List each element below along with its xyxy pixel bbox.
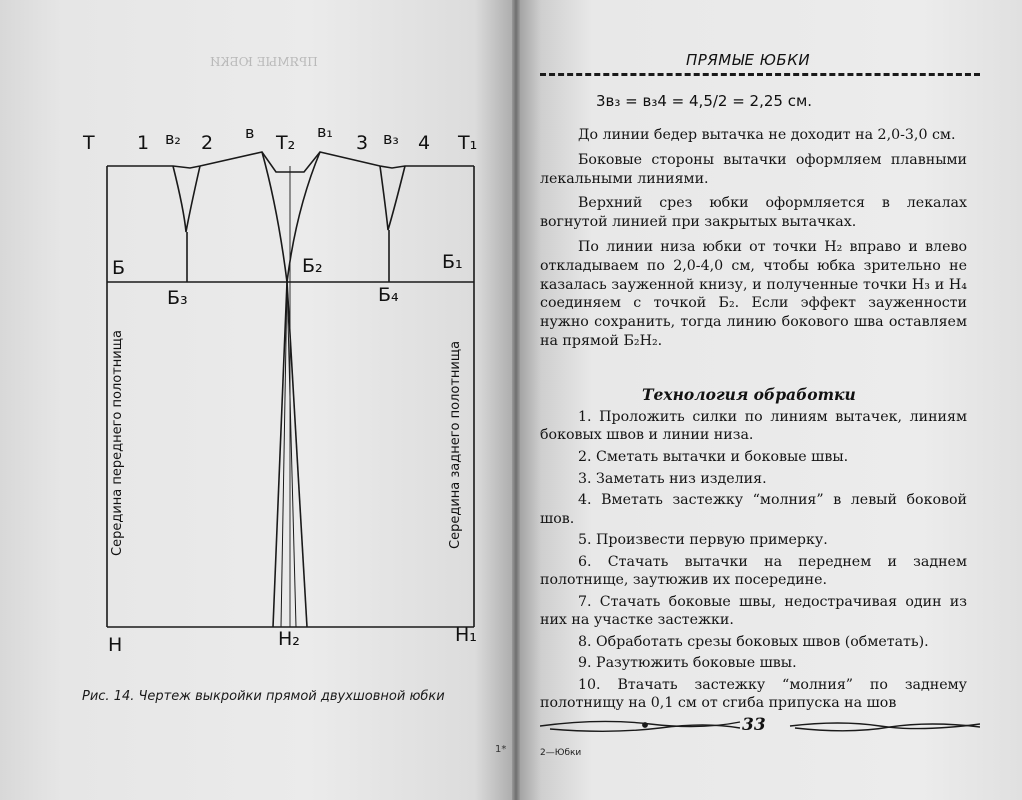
front-center-label: Середина переднего полотнища xyxy=(110,330,125,556)
step-item: 1. Проложить силки по линиям вытачек, линиям боковых швов и линии низа. xyxy=(540,409,967,444)
point-H2: Н₂ xyxy=(278,628,300,650)
paragraph: До линии бедер вытачка не доходит на 2,0-3,0 см. xyxy=(578,127,956,143)
point-B: Б xyxy=(112,257,126,279)
point-4: 4 xyxy=(418,132,431,154)
paragraph: Верхний срез юбки оформляется в лекалах вогнутой линией при закрытых вытачках. xyxy=(540,195,967,231)
side-seam-front xyxy=(273,282,287,627)
point-T2: Т₂ xyxy=(276,132,296,154)
section-title: Технология обработки xyxy=(642,385,856,404)
point-H1: Н₁ xyxy=(455,624,477,646)
body-text xyxy=(540,126,967,357)
point-v1: в₁ xyxy=(317,122,333,141)
step-item: 10. Втачать застежку “молния” по заднему полотнищу на 0,1 см от сгиба припуска на шов xyxy=(540,677,967,712)
point-T: Т xyxy=(83,132,95,154)
step-item: 2. Сметать вытачки и боковые швы. xyxy=(578,448,849,465)
bleed-through-text: ПРЯМЫЕ ЮБКИ xyxy=(210,55,318,69)
paragraph: По линии низа юбки от точки Н₂ вправо и влево откладываем по 2,0-4,0 см, чтобы юбка зрительно не казалась зауженной книзу, и полученные точки Н₃ и Н₄ соединяем с точкой Б₂. Если эффект зауженности нужно сохранить, тогда линию бокового шва оставляем на прямой Б₂Н₂. xyxy=(540,238,967,349)
formula: 3в₃ = в₃4 = 4,5/2 = 2,25 см. xyxy=(596,92,813,110)
running-head: ПРЯМЫЕ ЮБКИ xyxy=(686,51,811,69)
steps-list xyxy=(540,408,967,716)
step-item: 6. Стачать вытачки на переднем и заднем полотнище, заутюжив их посередине. xyxy=(540,553,967,589)
point-B3: Б₃ xyxy=(167,287,188,309)
figure-caption: Рис. 14. Чертеж выкройки прямой двухшовной юбки xyxy=(82,689,445,704)
step-item: 4. Вметать застежку “молния” в левый боковой шов. xyxy=(540,492,967,527)
back-dart xyxy=(380,166,405,230)
front-dart xyxy=(173,166,200,232)
point-v2: в₂ xyxy=(165,129,181,148)
point-v3: в₃ xyxy=(383,129,399,148)
point-B4: Б₄ xyxy=(378,284,399,306)
step-item: 5. Произвести первую примерку. xyxy=(578,532,828,549)
step-item: 3. Заметать низ изделия. xyxy=(578,470,767,487)
step-item: 7. Стачать боковые швы, недострачивая один из них на участке застежки. xyxy=(540,593,967,629)
point-H: Н xyxy=(108,634,123,656)
page-number: 33 xyxy=(742,715,766,735)
header-rule xyxy=(540,73,980,76)
point-T1: Т₁ xyxy=(458,132,478,154)
step-item: 8. Обработать срезы боковых швов (обметать). xyxy=(578,633,929,650)
paragraph: Боковые стороны вытачки оформляем плавными лекальными линиями. xyxy=(540,151,967,187)
point-v: в xyxy=(245,123,255,142)
point-3: 3 xyxy=(356,132,369,154)
point-1: 1 xyxy=(137,132,150,154)
step-item: 9. Разутюжить боковые швы. xyxy=(578,655,797,672)
point-B2: Б₂ xyxy=(302,255,323,277)
point-B1: Б₁ xyxy=(442,251,463,273)
right-page xyxy=(516,0,1022,800)
book-gutter xyxy=(512,0,520,800)
waist-line xyxy=(107,152,474,172)
point-2: 2 xyxy=(201,132,214,154)
signature-mark: 1* xyxy=(495,744,507,755)
back-center-label: Середина заднего полотнища xyxy=(448,340,463,549)
signature-footer: 2—Юбки xyxy=(540,748,582,758)
